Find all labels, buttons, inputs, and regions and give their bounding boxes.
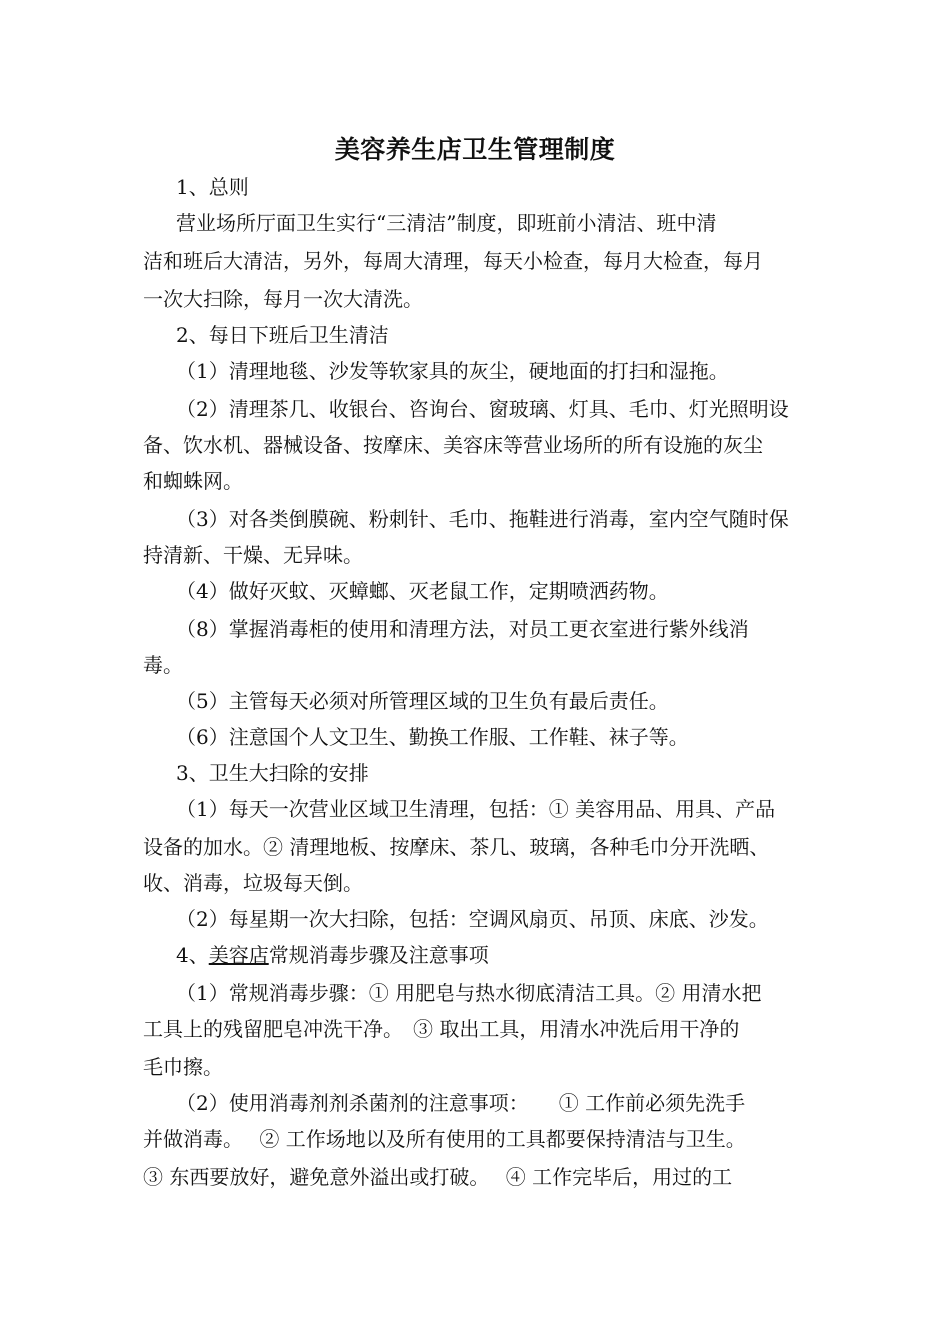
paragraph-line: 毒。 <box>143 653 183 677</box>
paragraph-line: 一次大扫除，每月一次大清洗。 <box>143 287 423 311</box>
paragraph-line: （1）常规消毒步骤：① 用肥皂与热水彻底清洁工具。② 用清水把 <box>176 981 762 1005</box>
paragraph-line: 并做消毒。 ② 工作场地以及所有使用的工具都要保持清洁与卫生。 <box>143 1127 746 1151</box>
paragraph-line: 设备的加水。② 清理地板、按摩床、茶几、玻璃，各种毛巾分开洗晒、 <box>143 835 770 859</box>
underlined-term: 美容店 <box>208 943 269 967</box>
section-heading-4 <box>176 938 489 972</box>
paragraph-line: （5）主管每天必须对所管理区域的卫生负有最后责任。 <box>176 689 669 713</box>
paragraph-line: ③ 东西要放好，避免意外溢出或打破。 ④ 工作完毕后，用过的工 <box>143 1165 733 1189</box>
paragraph-line: 和蜘蛛网。 <box>143 469 243 493</box>
paragraph-line: （3）对各类倒膜碗、粉刺针、毛巾、拖鞋进行消毒，室内空气随时保 <box>176 507 789 531</box>
section-heading-text: 常规消毒步骤及注意事项 <box>268 943 489 967</box>
paragraph-line: （2）使用消毒剂剂杀菌剂的注意事项： ① 工作前必须先洗手 <box>176 1091 746 1115</box>
document-title: 美容养生店卫生管理制度 <box>334 135 616 164</box>
paragraph-line: （8）掌握消毒柜的使用和清理方法，对员工更衣室进行紫外线消 <box>176 617 749 641</box>
paragraph-line: 毛巾擦。 <box>143 1055 223 1079</box>
paragraph-line: （4）做好灭蚊、灭蟑螂、灭老鼠工作，定期喷洒药物。 <box>176 579 669 603</box>
section-heading-1: 1、总则 <box>176 175 249 199</box>
paragraph-line: （1）每天一次营业区域卫生清理，包括：① 美容用品、用具、产品 <box>176 797 776 821</box>
paragraph-line: （1）清理地毯、沙发等软家具的灰尘，硬地面的打扫和湿拖。 <box>176 359 729 383</box>
paragraph-line: （2）每星期一次大扫除，包括：空调风扇页、吊顶、床底、沙发。 <box>176 907 769 931</box>
paragraph-line: （6）注意国个人文卫生、勤换工作服、工作鞋、袜子等。 <box>176 725 689 749</box>
section-heading-2: 2、每日下班后卫生清洁 <box>176 323 389 347</box>
paragraph-line: （2）清理茶几、收银台、咨询台、窗玻璃、灯具、毛巾、灯光照明设 <box>176 397 789 421</box>
paragraph-line: 持清新、干燥、无异味。 <box>143 543 363 567</box>
paragraph-line: 工具上的残留肥皂冲洗干净。 ③ 取出工具，用清水冲洗后用干净的 <box>143 1017 740 1041</box>
paragraph-line: 洁和班后大清洁，另外，每周大清理，每天小检查，每月大检查，每月 <box>143 249 763 273</box>
paragraph-line: 营业场所厅面卫生实行“三清洁”制度，即班前小清洁、班中清 <box>176 211 717 235</box>
paragraph-line: 收、消毒，垃圾每天倒。 <box>143 871 363 895</box>
section-heading-3: 3、卫生大扫除的安排 <box>176 761 369 785</box>
paragraph-line: 备、饮水机、器械设备、按摩床、美容床等营业场所的所有设施的灰尘 <box>143 433 763 457</box>
section-number: 4、 <box>176 943 209 967</box>
